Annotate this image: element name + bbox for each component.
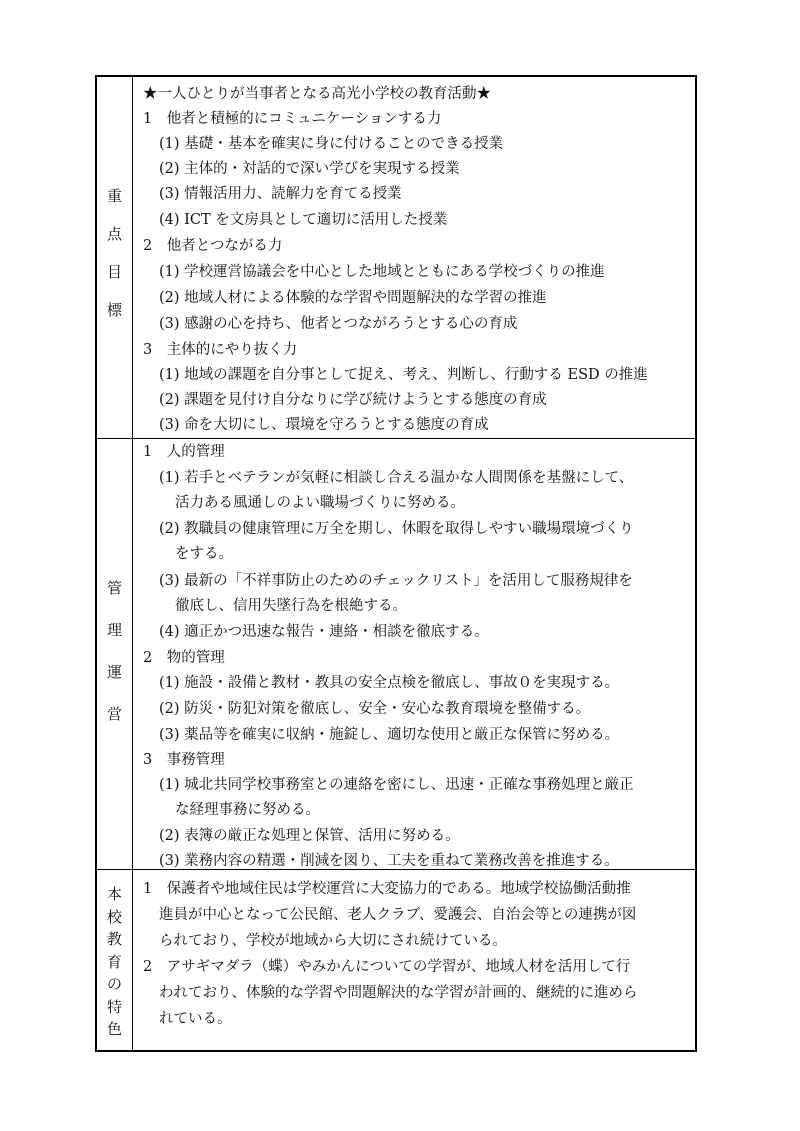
- features-label-char: の: [106, 975, 122, 993]
- feature-paragraph-line: 2 アサギマダラ（蝶）やみかんについての学習が、地域人材を活用して行: [143, 959, 631, 975]
- management-heading: 2 物的管理: [143, 650, 225, 666]
- management-item-continued: 活力ある風通しのよい職場づくりに努める。: [175, 495, 465, 511]
- management-item: (1) 城北共同学校事務室との連絡を密にし、迅速・正確な事務処理と厳正: [159, 777, 634, 793]
- management-item: (2) 防災・防犯対策を徹底し、安全・安心な教育環境を整備する。: [159, 701, 591, 717]
- management-label-char: 理: [106, 621, 122, 639]
- management-item-continued: な経理事務に努める。: [175, 802, 320, 818]
- management-item: (3) 業務内容の精選・削減を図り、工夫を重ねて業務改善を推進する。: [159, 853, 619, 869]
- goal-item: (1) 基礎・基本を確実に身に付けることのできる授業: [159, 136, 504, 152]
- column-divider: [132, 77, 133, 1050]
- features-label: [97, 883, 132, 1041]
- goal-heading: 1 他者と積極的にコミュニケーションする力: [143, 111, 442, 127]
- feature-paragraph-line: れている。: [159, 1011, 232, 1027]
- features-label-char: 校: [106, 907, 122, 926]
- feature-paragraph-line: われており、体験的な学習や問題解決的な学習が計画的、継続的に進めら: [159, 985, 638, 1001]
- management-item: (4) 適正かつ迅速な報告・連絡・相談を徹底する。: [159, 624, 489, 640]
- school-plan-table: [95, 75, 697, 1052]
- management-item: (3) 最新の「不祥事防止のためのチェックリスト」を活用して服務規律を: [159, 573, 633, 589]
- goal-item: (3) 感謝の心を持ち、他者とつながろうとする心の育成: [159, 316, 518, 332]
- management-item: (2) 表簿の厳正な処理と保管、活用に努める。: [159, 828, 460, 844]
- goals-label: [97, 185, 132, 337]
- management-heading: 3 事務管理: [143, 752, 225, 768]
- features-label-char: 特: [106, 997, 122, 1016]
- management-label: [97, 577, 132, 745]
- management-item: (1) 施設・設備と教材・教具の安全点検を徹底し、事故０を実現する。: [159, 675, 620, 691]
- goals-title: ★一人ひとりが当事者となる高光小学校の教育活動★: [143, 86, 491, 102]
- row-divider-goals: [97, 438, 695, 439]
- management-item-continued: 徹底し、信用失墜行為を根絶する。: [175, 598, 407, 614]
- feature-paragraph-line: られており、学校が地域から大切にされ続けている。: [159, 933, 507, 949]
- goals-label-char: 標: [106, 301, 122, 319]
- goals-label-char: 重: [106, 187, 122, 205]
- goal-item: (4) ICT を文房具として適切に活用した授業: [159, 212, 448, 228]
- features-label-char: 本: [106, 885, 122, 903]
- management-item: (3) 薬品等を確実に収納・施錠し、適切な使用と厳正な保管に努める。: [159, 727, 620, 743]
- management-item: (1) 若手とベテランが気軽に相談し合える温かな人間関係を基盤にして、: [159, 470, 634, 486]
- goals-label-char: 点: [106, 225, 122, 243]
- feature-paragraph-line: 1 保護者や地域住民は学校運営に大変協力的である。地域学校協働活動推: [143, 881, 631, 897]
- goal-item: (3) 情報活用力、読解力を育てる授業: [159, 186, 402, 202]
- goal-item: (2) 課題を見付け自分なりに学び続けようとする態度の育成: [159, 392, 547, 408]
- features-label-char: 色: [106, 1020, 122, 1038]
- goal-item: (2) 主体的・対話的で深い学びを実現する授業: [159, 161, 460, 177]
- management-label-char: 管: [106, 579, 122, 597]
- management-item-continued: をする。: [175, 546, 233, 562]
- features-label-char: 教: [106, 930, 122, 948]
- goal-heading: 3 主体的にやり抜く力: [143, 342, 298, 358]
- management-heading: 1 人的管理: [143, 444, 225, 460]
- goals-label-char: 目: [106, 263, 122, 281]
- management-item: (2) 教職員の健康管理に万全を期し、休暇を取得しやすい職場環境づくり: [159, 521, 634, 537]
- goal-item: (2) 地域人材による体験的な学習や問題解決的な学習の推進: [159, 290, 547, 306]
- feature-paragraph-line: 進員が中心となって公民館、老人クラブ、愛護会、自治会等との連携が図: [159, 907, 637, 923]
- goal-item: (1) 地域の課題を自分事として捉え、考え、判断し、行動する ESD の推進: [159, 367, 648, 383]
- management-label-char: 運: [106, 663, 122, 681]
- goal-item: (1) 学校運営協議会を中心とした地域とともにある学校づくりの推進: [159, 264, 605, 280]
- management-label-char: 営: [106, 705, 122, 723]
- goal-item: (3) 命を大切にし、環境を守ろうとする態度の育成: [159, 417, 489, 433]
- features-label-char: 育: [106, 952, 122, 971]
- goal-heading: 2 他者とつながる力: [143, 238, 283, 254]
